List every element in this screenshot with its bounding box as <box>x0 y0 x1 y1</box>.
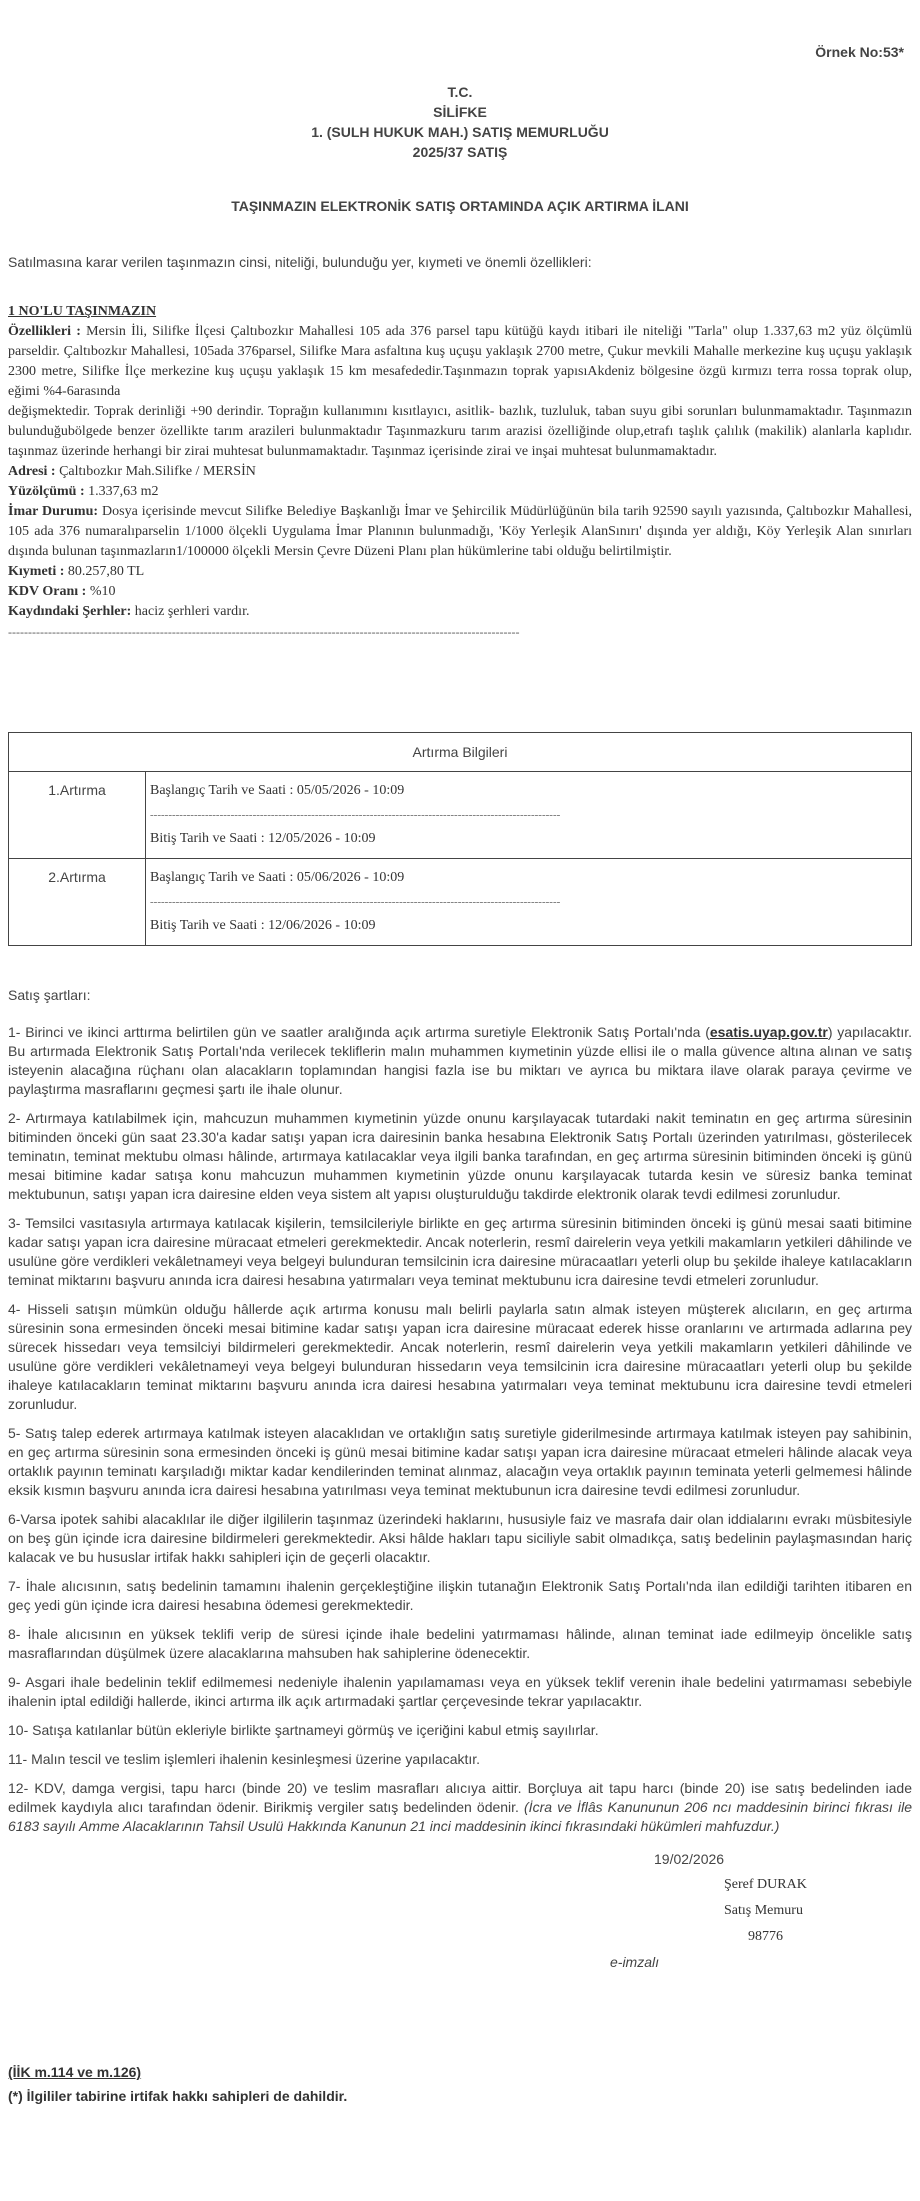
intro-text: Satılmasına karar verilen taşınmazın cinsi, niteliği, bulunduğu yer, kıymeti ve önemli özellikleri: <box>8 254 592 270</box>
auction-info <box>146 859 912 946</box>
vat-label: KDV Oranı : <box>8 584 87 599</box>
signature-date: 19/02/2026 <box>654 1851 725 1867</box>
property-divider: -------------------------------------------------------------------------------------------------------------------------------- <box>8 625 520 639</box>
property-address <box>8 462 912 482</box>
auction-label: 1.Artırma <box>9 772 146 859</box>
zoning-label: İmar Durumu: <box>8 504 99 519</box>
property-features <box>8 322 912 402</box>
signature-name: Şeref DURAK <box>724 1877 807 1892</box>
term-1-pre: 1- Birinci ve ikinci arttırma belirtilen gün ve saatler aralığında açık artırma suretiyle Elektronik Satış Portalı'nda ( <box>8 1024 710 1040</box>
footnote: (*) İlgililer tabirine irtifak hakkı sahipleri de dahildir. <box>8 2088 348 2104</box>
property-zoning <box>8 502 912 562</box>
property-value <box>8 562 912 582</box>
property-features-cont: değişmektedir. Toprak derinliği +90 derindir. Toprağın kullanımını kısıtlayıcı, asitlik- bazlık, tuzluluk, taban suyu gibi sorunları bulunmamaktadır. Taşınmazın bulunduğubölgede benzer özellikte tarım arazileri bulunmaktadır Taşınmazkuru tarım arazisi özelliğinde olup,etrafı taşlık çalılık (makilik) alanlarla kaplıdır. taşınmaz üzerinde herhangi bir zirai muhtesat bulunmamaktadır. Taşınmaz içerisinde zirai ve inşai muhtesat bulunmamaktadır. <box>8 404 912 459</box>
e-signature: e-imzalı <box>610 1954 660 1970</box>
auction-divider: ---------------------------------------------------------------------------------------------------------------- <box>150 896 561 908</box>
auction-row <box>9 772 912 859</box>
property-details <box>8 322 912 642</box>
header-file-number: 2025/37 SATIŞ <box>412 144 508 160</box>
term-3: 3- Temsilci vasıtasıyla artırmaya katılacak kişilerin, temsilcileriyle birlikte en geç artırma süresinin bitiminden önceki iş günü mesai saati bitimine kadar satışı yapan icra dairesine müracaat etmeleri gerekmektedir. Ancak noterlerin, resmî dairelerin veya yetkili makamların yetkileri dâhilinde ve usulüne göre verdikleri vekâletnameyi veya belgeyi bulunduran temsilcinin icra dairesine müracaatları yeterli olup bu şekilde ihaleye katılacakların teminat miktarını başvuru anında icra dairesi hesabına yatırmaları veya teminat mektubunu icra dairesine tevdi etmeleri zorunludur. <box>8 1215 912 1288</box>
address-label: Adresi : <box>8 464 56 479</box>
property-vat <box>8 582 912 602</box>
term-5: 5- Satış talep ederek artırmaya katılmak isteyen alacaklıdan ve ortaklığın satış suretiyle giderilmesinde artırmaya katılmak isteyen pay sahibinin, en geç artırma süresinin sona ermesinden önceki iş günü mesai bitimine kadar satışı yapan icra dairesine müracaat etmeleri hâlinde alacak veya ortaklık payının teminatı karşıladığı miktar kadar kendilerinden teminat alınmaz, alacağın veya ortaklık payının teminata yeterli gelmemesi hâlinde eksik kısmın başvuru anında icra dairesi hesabına yatırılması veya teminat mektubunun icra dairesine tevdi edilmesi zorunludur. <box>8 1425 912 1498</box>
signature-block <box>8 1846 912 1986</box>
vat-value: %10 <box>89 584 116 599</box>
annotations-label: Kaydındaki Şerhler: <box>8 604 132 619</box>
auction-divider: ---------------------------------------------------------------------------------------------------------------- <box>150 809 561 821</box>
value-label: Kıymeti : <box>8 564 65 579</box>
auction-label: 2.Artırma <box>9 859 146 946</box>
esatis-link[interactable]: esatis.uyap.gov.tr <box>709 1024 828 1040</box>
term-6: 6-Varsa ipotek sahibi alacaklılar ile diğer ilgililerin taşınmaz üzerindeki haklarını, hususiyle faiz ve masrafa dair olan iddialarını evrakı müsbitesiyle on beş gün içinde icra dairesine bildirmeleri gerekmektedir. Aksi hâlde hakları tapu siciliyle sabit olmadıkça, satış bedelinin paylaşmasından hariç kalacak ve bu hususlar irtifak hakkı sahipleri için de geçerli olacaktır. <box>8 1511 912 1565</box>
area-label: Yüzölçümü : <box>8 484 85 499</box>
property-section-title: 1 NO'LU TAŞINMAZIN <box>8 304 157 319</box>
header-office: 1. (SULH HUKUK MAH.) SATIŞ MEMURLUĞU <box>311 124 609 140</box>
features-label: Özellikleri : <box>8 324 81 339</box>
auction-row <box>9 859 912 946</box>
term-12-italic: (İcra ve İflâs Kanununun 206 ncı maddesinin birinci fıkrası ile 6183 sayılı Amme Alacaklarının Tahsil Usulü Hakkında Kanunun 21 inci maddesinin ikinci fıkrasındaki hükümleri mahfuzdur.) <box>8 1799 913 1834</box>
property-area <box>8 482 912 502</box>
term-12 <box>8 1779 912 1836</box>
features-text: Mersin İli, Silifke İlçesi Çaltıbozkır Mahallesi 105 ada 376 parsel tapu kütüğü kaydı itibari ile niteliği "Tarla" olup 1.337,63 m2 yüz ölçümlü parseldir. Çaltıbozkır Mahallesi, 105ada 376parsel, Silifke Mara asfaltına kuş uçuşu yaklaşık 2700 metre, Çukur mevkili Mahalle merkezine kuş uçuşu yaklaşık 2300 metre, Silifke İlçe merkezine kuş uçuşu yaklaşık 15 km mesafededir.Taşınmazın toprak yapısıAkdeniz bölgesine özgü kırmızı terra rossa toprak olup, eğimi %4-6arasında <box>8 324 912 399</box>
term-12-text: 12- KDV, damga vergisi, tapu harcı (binde 20) ve teslim masrafları alıcıya aittir. Borçluya ait tapu harcı (binde 20) ise satış bedelinden iade edilmek kaydıyla alıcı tarafından ödenir. Birikmiş vergiler satış bedelinden ödenir. <box>8 1780 912 1815</box>
term-1 <box>8 1023 912 1099</box>
document-header <box>8 82 912 162</box>
sale-terms <box>8 986 912 1836</box>
auction-table-header: Artırma Bilgileri <box>9 733 912 772</box>
term-11: 11- Malın tescil ve teslim işlemleri ihalenin kesinleşmesi üzerine yapılacaktır. <box>8 1751 481 1767</box>
area-value: 1.337,63 m2 <box>88 484 159 499</box>
value-amount: 80.257,80 TL <box>67 564 145 579</box>
auction-end: Bitiş Tarih ve Saati : 12/06/2026 - 10:09 <box>150 918 376 933</box>
sample-number: Örnek No:53* <box>815 44 904 60</box>
term-4: 4- Hisseli satışın mümkün olduğu hâllerde açık artırma konusu malı belirli paylarla satın almak isteyen müşterek alıcıların, en geç artırma süresinin sona ermesinden önceki mesai bitimine kadar satışı yapan icra dairesine müracaat ederek hisse oranlarını ve artırmada adlarına pey sürecek hissedarı veya temsilciyi bildirmeleri gerekmektedir. Ancak noterlerin, resmî dairelerin veya yetkili makamların yetkileri dâhilinde ve usulüne göre verdikleri vekâletnameyi veya belgeyi bulunduran hissedarın veya temsilcinin icra dairesine müracaatları yeterli olup bu şekilde ihaleye katılacakların teminat miktarını başvuru anında icra dairesi hesabına yatırmaları veya teminat mektubunu icra dairesine tevdi etmeleri zorunludur. <box>8 1301 912 1412</box>
auction-end: Bitiş Tarih ve Saati : 12/05/2026 - 10:09 <box>150 831 376 846</box>
term-1-post: ) yapılacaktır. Bu artırmada Elektronik Satış Portalı'nda verilecek tekliflerin malın muhammen kıymetinin yüzde ellisi ile o malla güvence altına alınan ve satış isteyenin alacağına rüçhanı olan alacakların toplamından hangisi fazla ise bu miktarı ve ayrıca bu miktara ilave olarak paraya çevirme ve paylaştırma masraflarını geçmesi şartı ile ihale olunur. <box>8 1024 912 1097</box>
auction-info <box>146 772 912 859</box>
address-value: Çaltıbozkır Mah.Silifke / MERSİN <box>59 464 256 479</box>
announcement-title: TAŞINMAZIN ELEKTRONİK SATIŞ ORTAMINDA AÇIK ARTIRMA İLANI <box>231 198 689 214</box>
law-reference: (İİK m.114 ve m.126) <box>8 2064 142 2080</box>
term-7: 7- İhale alıcısının, satış bedelinin tamamını ihalenin gerçekleştiğine ilişkin tutanağın Elektronik Satış Portalı'nda ilan edildiği tarihten itibaren en geç yedi gün içinde icra dairesi hesabına ödemesi gerekmektedir. <box>8 1578 912 1613</box>
signature-title: Satış Memuru <box>724 1903 803 1918</box>
term-10: 10- Satışa katılanlar bütün ekleriyle birlikte şartnameyi görmüş ve içeriğini kabul etmiş sayılırlar. <box>8 1722 599 1738</box>
auction-table <box>8 732 912 946</box>
term-8: 8- İhale alıcısının en yüksek teklifi verip de süresi içinde ihale bedelini yatırmaması hâlinde, alınan teminat iade edilmeyip öncelikle satış masraflarından düşülmek üzere alacaklarına mahsuben hak sahiplerine ödenecektir. <box>8 1626 912 1661</box>
header-tc: T.C. <box>447 84 473 100</box>
signature-number: 98776 <box>748 1929 783 1944</box>
header-city: SİLİFKE <box>433 104 487 120</box>
auction-start: Başlangıç Tarih ve Saati : 05/05/2026 - 10:09 <box>150 783 405 798</box>
property-annotations <box>8 602 912 622</box>
term-9: 9- Asgari ihale bedelinin teklif edilmemesi nedeniyle ihalenin yapılamaması veya en yüksek teklif verenin ihale bedelini yatırmaması sebebiyle ihalenin iptal edildiği hallerde, ikinci artırma ilk açık artırmadaki şartlar çerçevesinde tekrar yapılacaktır. <box>8 1674 912 1709</box>
zoning-value: Dosya içerisinde mevcut Silifke Belediye Başkanlığı İmar ve Şehircilik Müdürlüğünün bila tarih 92590 sayılı yazısında, Çaltıbozkır Mahallesi, 105 ada 376 numaralıparselin 1/1000 ölçekli Uygulama İmar Planının bulunmadığı, 'Köy Yerleşik AlanSınırı' dışında yer aldığı, Köy Yerleşik Alan sınırları dışında bulunan taşınmazların1/100000 ölçekli Mersin Çevre Düzeni Planı plan hükümlerine tabi olduğu belirtilmiştir. <box>8 504 912 559</box>
terms-heading: Satış şartları: <box>8 987 91 1003</box>
term-2: 2- Artırmaya katılabilmek için, mahcuzun muhammen kıymetinin yüzde onunu karşılayacak tutardaki nakit teminatın en geç artırma süresinin bitiminden önceki gün saat 23.30'a kadar satışı yapan icra dairesinin banka hesabına Elektronik Satış Portalı üzerinden yatırılması, gösterilecek teminatın, teminat mektubu olması hâlinde, artırmaya katılacaklar veya ilgili banka tarafından, en geç artırma süresinin bitiminden önceki iş günü mesai bitimine kadar satışa konu mahcuzun muhammen kıymetinin yüzde onunu karşılayacak tutarda kesin ve süresiz banka teminat mektubunun, satışı yapan icra dairesine elden veya sistem alt yapısı oluşturulduğu takdirde elektronik olarak tevdi edilmesi zorunludur. <box>8 1110 912 1202</box>
auction-start: Başlangıç Tarih ve Saati : 05/06/2026 - 10:09 <box>150 870 405 885</box>
annotations-value: haciz şerhleri vardır. <box>134 604 250 619</box>
